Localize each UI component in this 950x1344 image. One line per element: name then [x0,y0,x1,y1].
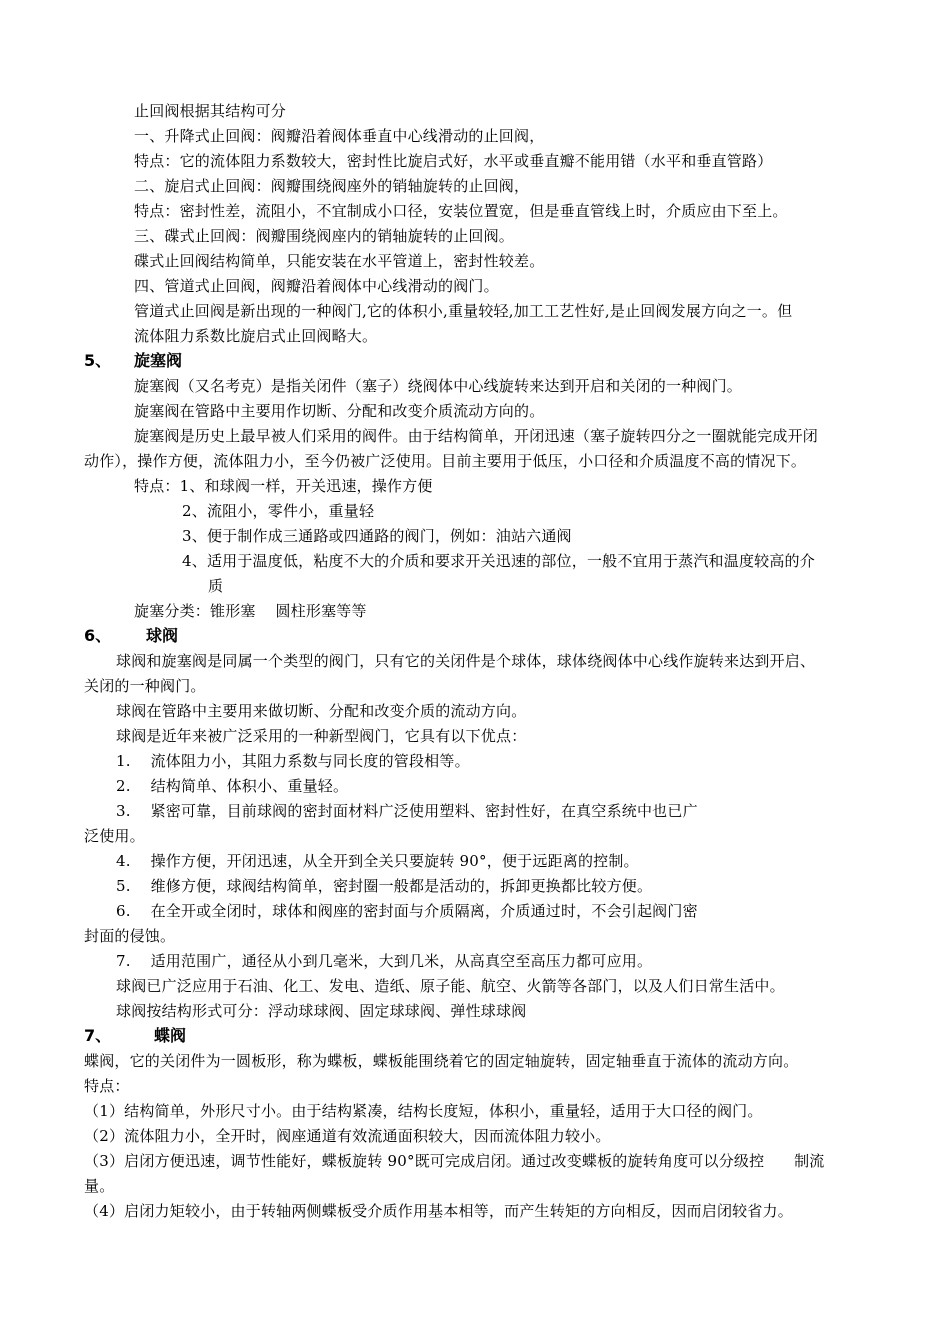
list-item: （1）结构简单，外形尺寸小。由于结构紧凑，结构长度短，体积小，重量轻，适用于大口径的阀门。 [84,1102,763,1120]
list-item: （2）流体阻力小，全开时，阀座通道有效流通面积较大，因而流体阻力较小。 [84,1127,611,1145]
text-line: 封面的侵蚀。 [84,927,176,945]
text-line: 球阀和旋塞阀是同属一个类型的阀门，只有它的关闭件是个球体，球体绕阀体中心线作旋转来达到开启、 [116,652,816,670]
text-line: 旋塞阀在管路中主要用作切断、分配和改变介质流动方向的。 [134,402,545,420]
section-title: 旋塞阀 [134,351,183,370]
section-heading [84,1025,186,1047]
text-line: 特点：密封性差，流阻小，不宜制成小口径，安装位置宽，但是垂直管线上时，介质应由下至上。 [134,202,788,220]
text-line: 量。 [84,1177,115,1195]
text-line: 球阀按结构形式可分：浮动球球阀、固定球球阀、弹性球球阀 [116,1002,527,1020]
text-line: 一、升降式止回阀：阀瓣沿着阀体垂直中心线滑动的止回阀， [134,127,545,145]
text-line: 3、便于制作成三通路或四通路的阀门，例如：油站六通阀 [182,527,572,545]
section-number: 5、 [84,351,112,370]
text-line: 四、管道式止回阀，阀瓣沿着阀体中心线滑动的阀门。 [134,277,499,295]
section-title: 球阀 [146,626,179,645]
section-number: 7、 [84,1026,112,1045]
section-title: 蝶阀 [154,1026,187,1045]
text-line: 球阀在管路中主要用来做切断、分配和改变介质的流动方向。 [116,702,527,720]
list-item: （4）启闭力矩较小，由于转轴两侧蝶板受介质作用基本相等，而产生转矩的方向相反，因而启闭较省力。 [84,1202,793,1220]
section-heading [84,350,182,372]
list-item: 7. 适用范围广，通径从小到几毫米，大到几米，从高真空至高压力都可应用。 [116,952,653,970]
text-line: 特点：1、和球阀一样，开关迅速，操作方便 [134,477,433,495]
text-line: 泛使用。 [84,827,145,845]
text-line: 特点： [84,1077,130,1095]
text-line: 4、适用于温度低，粘度不大的介质和要求开关迅速的部位，一般不宜用于蒸汽和温度较高的介 [182,552,815,570]
list-item: （3）启闭方便迅速，调节性能好，蝶板旋转 90°既可完成启闭。通过改变蝶板的旋转角度可以分级控 制流 [84,1152,825,1170]
text-line: 质 [208,577,224,595]
text-line: 旋塞阀是历史上最早被人们采用的阀件。由于结构简单，开闭迅速（塞子旋转四分之一圈就能完成开闭 [134,427,819,445]
list-item: 6. 在全开或全闭时，球体和阀座的密封面与介质隔离，介质通过时，不会引起阀门密 [116,902,698,920]
text-line: 蝶阀，它的关闭件为一圆板形，称为蝶板，蝶板能围绕着它的固定轴旋转，固定轴垂直于流体的流动方向。 [84,1052,799,1070]
text-line: 球阀是近年来被广泛采用的一种新型阀门，它具有以下优点： [116,727,527,745]
list-item: 2. 结构简单、体积小、重量轻。 [116,777,349,795]
text-line: 动作），操作方便，流体阻力小，至今仍被广泛使用。目前主要用于低压，小口径和介质温度不高的情况下。 [84,452,807,470]
section-heading [84,625,178,647]
text-line: 特点：它的流体阻力系数较大，密封性比旋启式好，水平或垂直瓣不能用错（水平和垂直管路） [134,152,773,170]
section-number: 6、 [84,626,112,645]
text-line: 流体阻力系数比旋启式止回阀略大。 [134,327,378,345]
list-item: 5. 维修方便，球阀结构简单，密封圈一般都是活动的，拆卸更换都比较方便。 [116,877,653,895]
text-line: 二、旋启式止回阀：阀瓣围绕阀座外的销轴旋转的止回阀， [134,177,530,195]
text-line: 止回阀根据其结构可分 [134,102,287,120]
list-item: 1. 流体阻力小，其阻力系数与同长度的管段相等。 [116,752,470,770]
text-line: 碟式止回阀结构简单，只能安装在水平管道上，密封性较差。 [134,252,545,270]
text-line: 旋塞阀（又名考克）是指关闭件（塞子）绕阀体中心线旋转来达到开启和关闭的一种阀门。 [134,377,743,395]
text-line: 球阀已广泛应用于石油、化工、发电、造纸、原子能、航空、火箭等各部门，以及人们日常生活中。 [116,977,785,995]
list-item: 4. 操作方便，开闭迅速，从全开到全关只要旋转 90°，便于远距离的控制。 [116,852,639,870]
text-line: 旋塞分类：锥形塞 圆柱形塞等等 [134,602,367,620]
text-line: 2、流阻小，零件小，重量轻 [182,502,375,520]
list-item: 3. 紧密可靠，目前球阀的密封面材料广泛使用塑料、密封性好，在真空系统中也已广 [116,802,698,820]
text-line: 关闭的一种阀门。 [84,677,206,695]
text-line: 管道式止回阀是新出现的一种阀门,它的体积小,重量较轻,加工工艺性好,是止回阀发展方向之一。但 [134,302,793,320]
text-line: 三、碟式止回阀：阀瓣围绕阀座内的销轴旋转的止回阀。 [134,227,515,245]
